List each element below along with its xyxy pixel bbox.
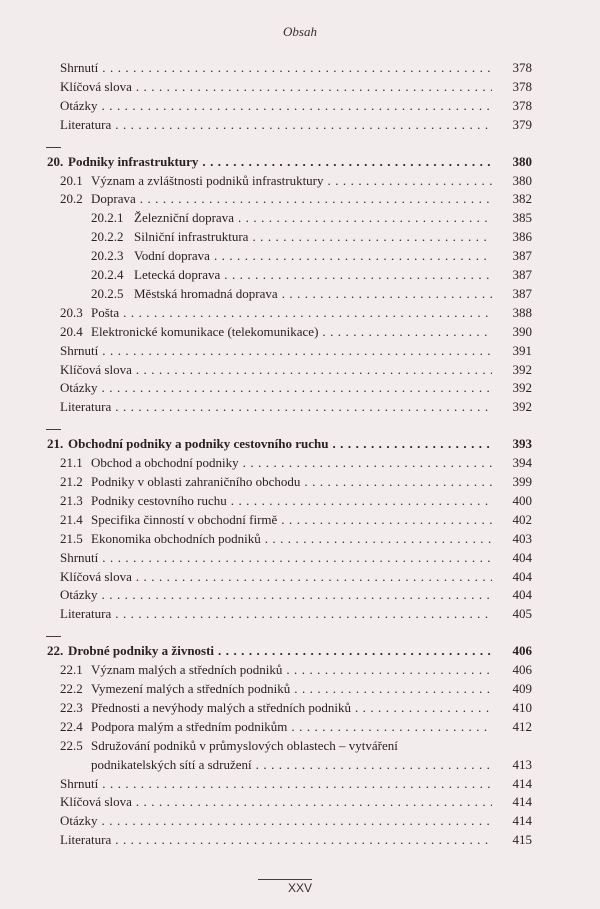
entry-number: 20.2.1 (91, 210, 124, 226)
entry-number: 21.1 (60, 455, 83, 471)
toc-entry (0, 511, 600, 529)
toc-entry (0, 586, 600, 604)
entry-page-number: 399 (512, 474, 532, 489)
entry-title (91, 304, 492, 322)
toc-entry (0, 361, 600, 379)
toc-entry (0, 228, 600, 246)
entry-label: Drobné podniky a živnosti (68, 643, 215, 659)
entry-number: 20.2 (60, 191, 83, 207)
toc-entry (0, 247, 600, 265)
chapter-heading (0, 642, 600, 660)
entry-page-number: 406 (512, 643, 532, 659)
entry-title (60, 59, 492, 77)
toc-entry (0, 209, 600, 227)
toc-entry (0, 549, 600, 567)
toc-entry (0, 266, 600, 284)
entry-number: 20.4 (60, 323, 83, 339)
entry-title (91, 454, 492, 472)
entry-label: Shrnutí (60, 549, 99, 565)
entry-label: Obchodní podniky a podniky cestovního ruchu (68, 436, 329, 452)
entry-page-number: 414 (512, 813, 532, 829)
entry-label: Literatura (60, 606, 112, 622)
entry-label: Klíčová slova (60, 78, 132, 94)
entry-label: Městská hromadná doprava (134, 285, 278, 301)
entry-label: podnikatelských sítí a sdružení (91, 756, 252, 772)
entry-title (134, 209, 492, 227)
entry-page-number: 380 (512, 153, 532, 169)
page-number: XXV (287, 881, 312, 895)
entry-number: 20.2.4 (91, 267, 124, 282)
entry-page-number: 392 (512, 380, 532, 396)
entry-label: Klíčová slova (60, 568, 132, 584)
toc-entry (0, 398, 600, 416)
entry-label: Vodní doprava (134, 248, 210, 264)
entry-number: 21. (47, 436, 64, 452)
toc-entry (0, 59, 600, 77)
entry-number: 21.2 (60, 474, 83, 489)
entry-label: Pošta (91, 304, 120, 320)
entry-title (60, 78, 492, 96)
entry-page-number: 406 (512, 662, 532, 678)
toc-entry (0, 530, 600, 548)
toc-entry (0, 661, 600, 679)
entry-page-number: 393 (512, 436, 532, 452)
entry-label: Literatura (60, 116, 112, 132)
entry-page-number: 390 (512, 323, 532, 339)
entry-title (91, 323, 492, 341)
entry-number: 20.2.2 (91, 229, 124, 245)
chapter-heading (0, 435, 600, 453)
toc-entry (0, 379, 600, 397)
entry-title (91, 699, 492, 717)
entry-title (60, 775, 492, 793)
toc-entry (0, 304, 600, 322)
entry-page-number: 412 (512, 718, 532, 734)
entry-page-number: 409 (512, 681, 532, 696)
entry-title (60, 549, 492, 567)
entry-title (91, 473, 492, 491)
entry-number: 22.1 (60, 662, 83, 678)
toc-entry (0, 793, 600, 811)
chapter-separator (46, 429, 61, 430)
entry-number: 21.3 (60, 492, 83, 508)
entry-label: Sdružování podniků v průmyslových oblastech – vytváření (91, 737, 398, 753)
entry-label: Ekonomika obchodních podniků (91, 530, 261, 546)
entry-page-number: 404 (512, 587, 532, 603)
toc-entry (0, 190, 600, 208)
toc-entry (0, 323, 600, 341)
entry-page-number: 391 (512, 342, 532, 358)
entry-number: 22.3 (60, 699, 83, 715)
entry-title (91, 737, 492, 755)
entry-page-number: 403 (512, 530, 532, 546)
entry-label: Otázky (60, 587, 98, 603)
entry-label: Podniky v oblasti zahraničního obchodu (91, 474, 301, 489)
entry-page-number: 378 (512, 97, 532, 113)
entry-label: Železniční doprava (134, 210, 234, 226)
entry-number: 22. (47, 643, 64, 659)
entry-label: Klíčová slova (60, 361, 132, 377)
entry-label: Literatura (60, 832, 112, 848)
entry-title (91, 190, 492, 208)
entry-label: Obchod a obchodní podniky (91, 455, 239, 471)
entry-title (60, 361, 492, 379)
entry-page-number: 400 (512, 492, 532, 508)
toc-entry (0, 756, 600, 774)
entry-title (60, 605, 492, 623)
entry-title (60, 379, 492, 397)
entry-page-number: 413 (512, 756, 532, 772)
entry-title (60, 97, 492, 115)
entry-title (91, 492, 492, 510)
entry-number: 20.3 (60, 304, 83, 320)
entry-label: Shrnutí (60, 342, 99, 358)
entry-page-number: 380 (512, 172, 532, 188)
entry-title (60, 586, 492, 604)
toc-entry (0, 116, 600, 134)
toc-entry (0, 285, 600, 303)
toc-entry (0, 78, 600, 96)
entry-title (91, 530, 492, 548)
entry-page-number: 378 (512, 60, 532, 75)
entry-title (60, 831, 492, 849)
entry-number: 21.4 (60, 511, 83, 527)
entry-title (60, 342, 492, 360)
chapter-heading (0, 153, 600, 171)
entry-page-number: 387 (512, 285, 532, 301)
entry-title (68, 642, 492, 660)
footer-rule (258, 879, 312, 880)
toc-entry (0, 775, 600, 793)
entry-title (91, 718, 492, 736)
entry-label: Letecká doprava (134, 267, 221, 282)
entry-page-number: 382 (512, 191, 532, 207)
entry-number: 20.2.3 (91, 248, 124, 264)
entry-label: Shrnutí (60, 775, 99, 791)
entry-title (60, 116, 492, 134)
toc-entry (0, 454, 600, 472)
entry-number: 21.5 (60, 530, 83, 546)
entry-label: Podniky cestovního ruchu (91, 492, 227, 508)
entry-number: 20. (47, 153, 64, 169)
entry-label: Význam malých a středních podniků (91, 662, 283, 678)
entry-label: Otázky (60, 380, 98, 396)
toc-entry (0, 718, 600, 736)
entry-number: 20.1 (60, 172, 83, 188)
entry-page-number: 415 (512, 832, 532, 848)
entry-page-number: 392 (512, 361, 532, 377)
entry-title (134, 266, 492, 284)
entry-title (60, 568, 492, 586)
entry-page-number: 404 (512, 549, 532, 565)
entry-label: Specifika činností v obchodní firmě (91, 511, 278, 527)
entry-page-number: 405 (512, 606, 532, 622)
entry-number: 22.4 (60, 718, 83, 734)
entry-page-number: 387 (512, 248, 532, 264)
entry-page-number: 392 (512, 399, 532, 415)
entry-label: Význam a zvláštnosti podniků infrastruktury (91, 172, 324, 188)
entry-page-number: 410 (512, 699, 532, 715)
entry-title (68, 435, 492, 453)
entry-label: Podniky infrastruktury (68, 153, 199, 169)
running-header: Obsah (283, 24, 317, 39)
toc-entry (0, 342, 600, 360)
toc-entry (0, 473, 600, 491)
entry-label: Doprava (91, 191, 136, 207)
entry-title (91, 661, 492, 679)
toc-entry (0, 699, 600, 717)
entry-page-number: 379 (512, 116, 532, 132)
entry-title (60, 793, 492, 811)
entry-title (91, 172, 492, 190)
entry-label: Klíčová slova (60, 794, 132, 810)
entry-title (91, 511, 492, 529)
entry-label: Podpora malým a středním podnikům (91, 718, 288, 734)
toc-entry (0, 97, 600, 115)
entry-title (91, 756, 492, 774)
toc-entry (0, 172, 600, 190)
entry-page-number: 388 (512, 304, 532, 320)
chapter-separator (46, 147, 61, 148)
entry-label: Otázky (60, 97, 98, 113)
toc-entry (0, 492, 600, 510)
toc-entry (0, 605, 600, 623)
entry-page-number: 378 (512, 78, 532, 94)
entry-number: 20.2.5 (91, 285, 124, 301)
entry-title (60, 812, 492, 830)
toc-entry (0, 812, 600, 830)
entry-page-number: 386 (512, 229, 532, 245)
entry-title (134, 228, 492, 246)
entry-page-number: 385 (512, 210, 532, 226)
entry-page-number: 414 (512, 775, 532, 791)
entry-title (68, 153, 492, 171)
entry-number: 22.5 (60, 737, 83, 753)
entry-label: Silniční infrastruktura (134, 229, 249, 245)
toc-entry (0, 680, 600, 698)
entry-page-number: 394 (512, 455, 532, 471)
entry-label: Literatura (60, 399, 112, 415)
toc-entry (0, 568, 600, 586)
entry-number: 22.2 (60, 681, 83, 696)
toc-entry (0, 737, 600, 755)
entry-title (91, 680, 492, 698)
entry-label: Shrnutí (60, 60, 99, 75)
entry-label: Elektronické komunikace (telekomunikace) (91, 323, 319, 339)
entry-title (60, 398, 492, 416)
entry-page-number: 414 (512, 794, 532, 810)
toc-entry (0, 831, 600, 849)
entry-label: Vymezení malých a středních podniků (91, 681, 291, 696)
chapter-separator (46, 636, 61, 637)
entry-title (134, 247, 492, 265)
entry-page-number: 387 (512, 267, 532, 282)
entry-page-number: 402 (512, 511, 532, 527)
entry-title (134, 285, 492, 303)
entry-page-number: 404 (512, 568, 532, 584)
entry-label: Přednosti a nevýhody malých a středních podniků (91, 699, 351, 715)
entry-label: Otázky (60, 813, 98, 829)
